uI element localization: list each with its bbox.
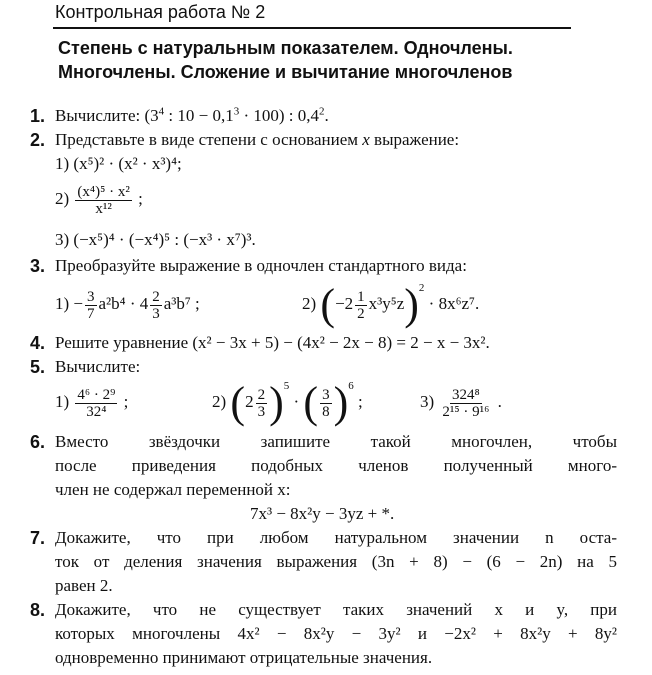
task-2-text: Представьте в виде степени с основанием x выражение: [55,130,460,149]
task-4-number: 4. [30,333,46,353]
topic-line-2: Многочлены. Сложение и вычитание многочленов [58,62,513,82]
task-7-line-1: Докажите, что при любом натуральном значении n оста- [55,528,617,547]
task-3-number: 3. [30,256,46,276]
task-5-item-3: 3) $\frac{\text{324⁸}}{\text{2¹⁵ · 9¹⁶}}$ . [420,386,502,420]
topic-line-1: Степень с натуральным показателем. Одночлены. [58,38,513,58]
task-6-formula: 7x³ − 8x²y − 3yz + *. [250,504,395,523]
task-8-number: 8. [30,600,46,620]
task-6-line-1: Вместо звёздочки запишите такой многочлен, чтобы [55,432,617,451]
task-5-item-2: 2) (2 $\frac{2}{3}$ )$^5$ · ( $\frac{3}{8}$ )$^6$ ; [212,378,363,428]
task-2-item-1: 1) (x⁵)² · (x² · x³)⁴; [55,154,182,173]
task-3-item-2: 2) (−2 $\frac{1}{2}$ x³y⁵z)$^2$ · 8x⁶z⁷. [302,280,480,330]
task-1-number: 1. [30,106,46,126]
task-7-line-3: равен 2. [55,576,113,595]
task-5-text: Вычислите: [55,357,141,376]
task-3-text: Преобразуйте выражение в одночлен стандартного вида: [55,256,467,275]
task-8-line-1: Докажите, что не существует таких значений x и y, при [55,600,617,619]
task-7-number: 7. [30,528,46,548]
task-4-text: Решите уравнение (x² − 3x + 5) − (4x² − 2x − 8) = 2 − x − 3x². [55,333,490,352]
task-7-line-2: ток от деления значения выражения (3n + 8) − (6 − 2n) на 5 [55,552,617,571]
task-8-line-3: одновременно принимают отрицательные значения. [55,648,433,667]
task-3-item-1: 1) − $\frac{3}{7}$ a²b⁴ · 4 $\frac{2}{3}$ a³b⁷ ; [55,288,200,322]
title-underline [53,27,571,29]
task-6-line-3: член не содержал переменной x: [55,480,291,499]
task-6-number: 6. [30,432,46,452]
task-2-number: 2. [30,130,46,150]
task-6-line-2: после приведения подобных членов полученный много- [55,456,617,475]
task-2-item-2: 2) $\frac{\text{(x⁴)⁵ · x²}}{\text{x¹²}}$ ; [55,183,143,217]
task-8-line-2: которых многочлены 4x² − 8x²y − 3y² и −2x² + 8x²y + 8y² [55,624,617,643]
task-5-number: 5. [30,357,46,377]
task-5-item-1: 1) $\frac{\text{4⁶ · 2⁹}}{\text{32⁴}}$ ; [55,386,129,420]
task-2-item-3: 3) (−x⁵)⁴ · (−x⁴)⁵ : (−x³ · x⁷)³. [55,230,256,249]
task-1-text: Вычислите: ($3^4$ : $10 - 0,1^3 \cdot 100$) : $0,4^2$. [55,105,329,125]
page-title: Контрольная работа № 2 [55,2,266,22]
